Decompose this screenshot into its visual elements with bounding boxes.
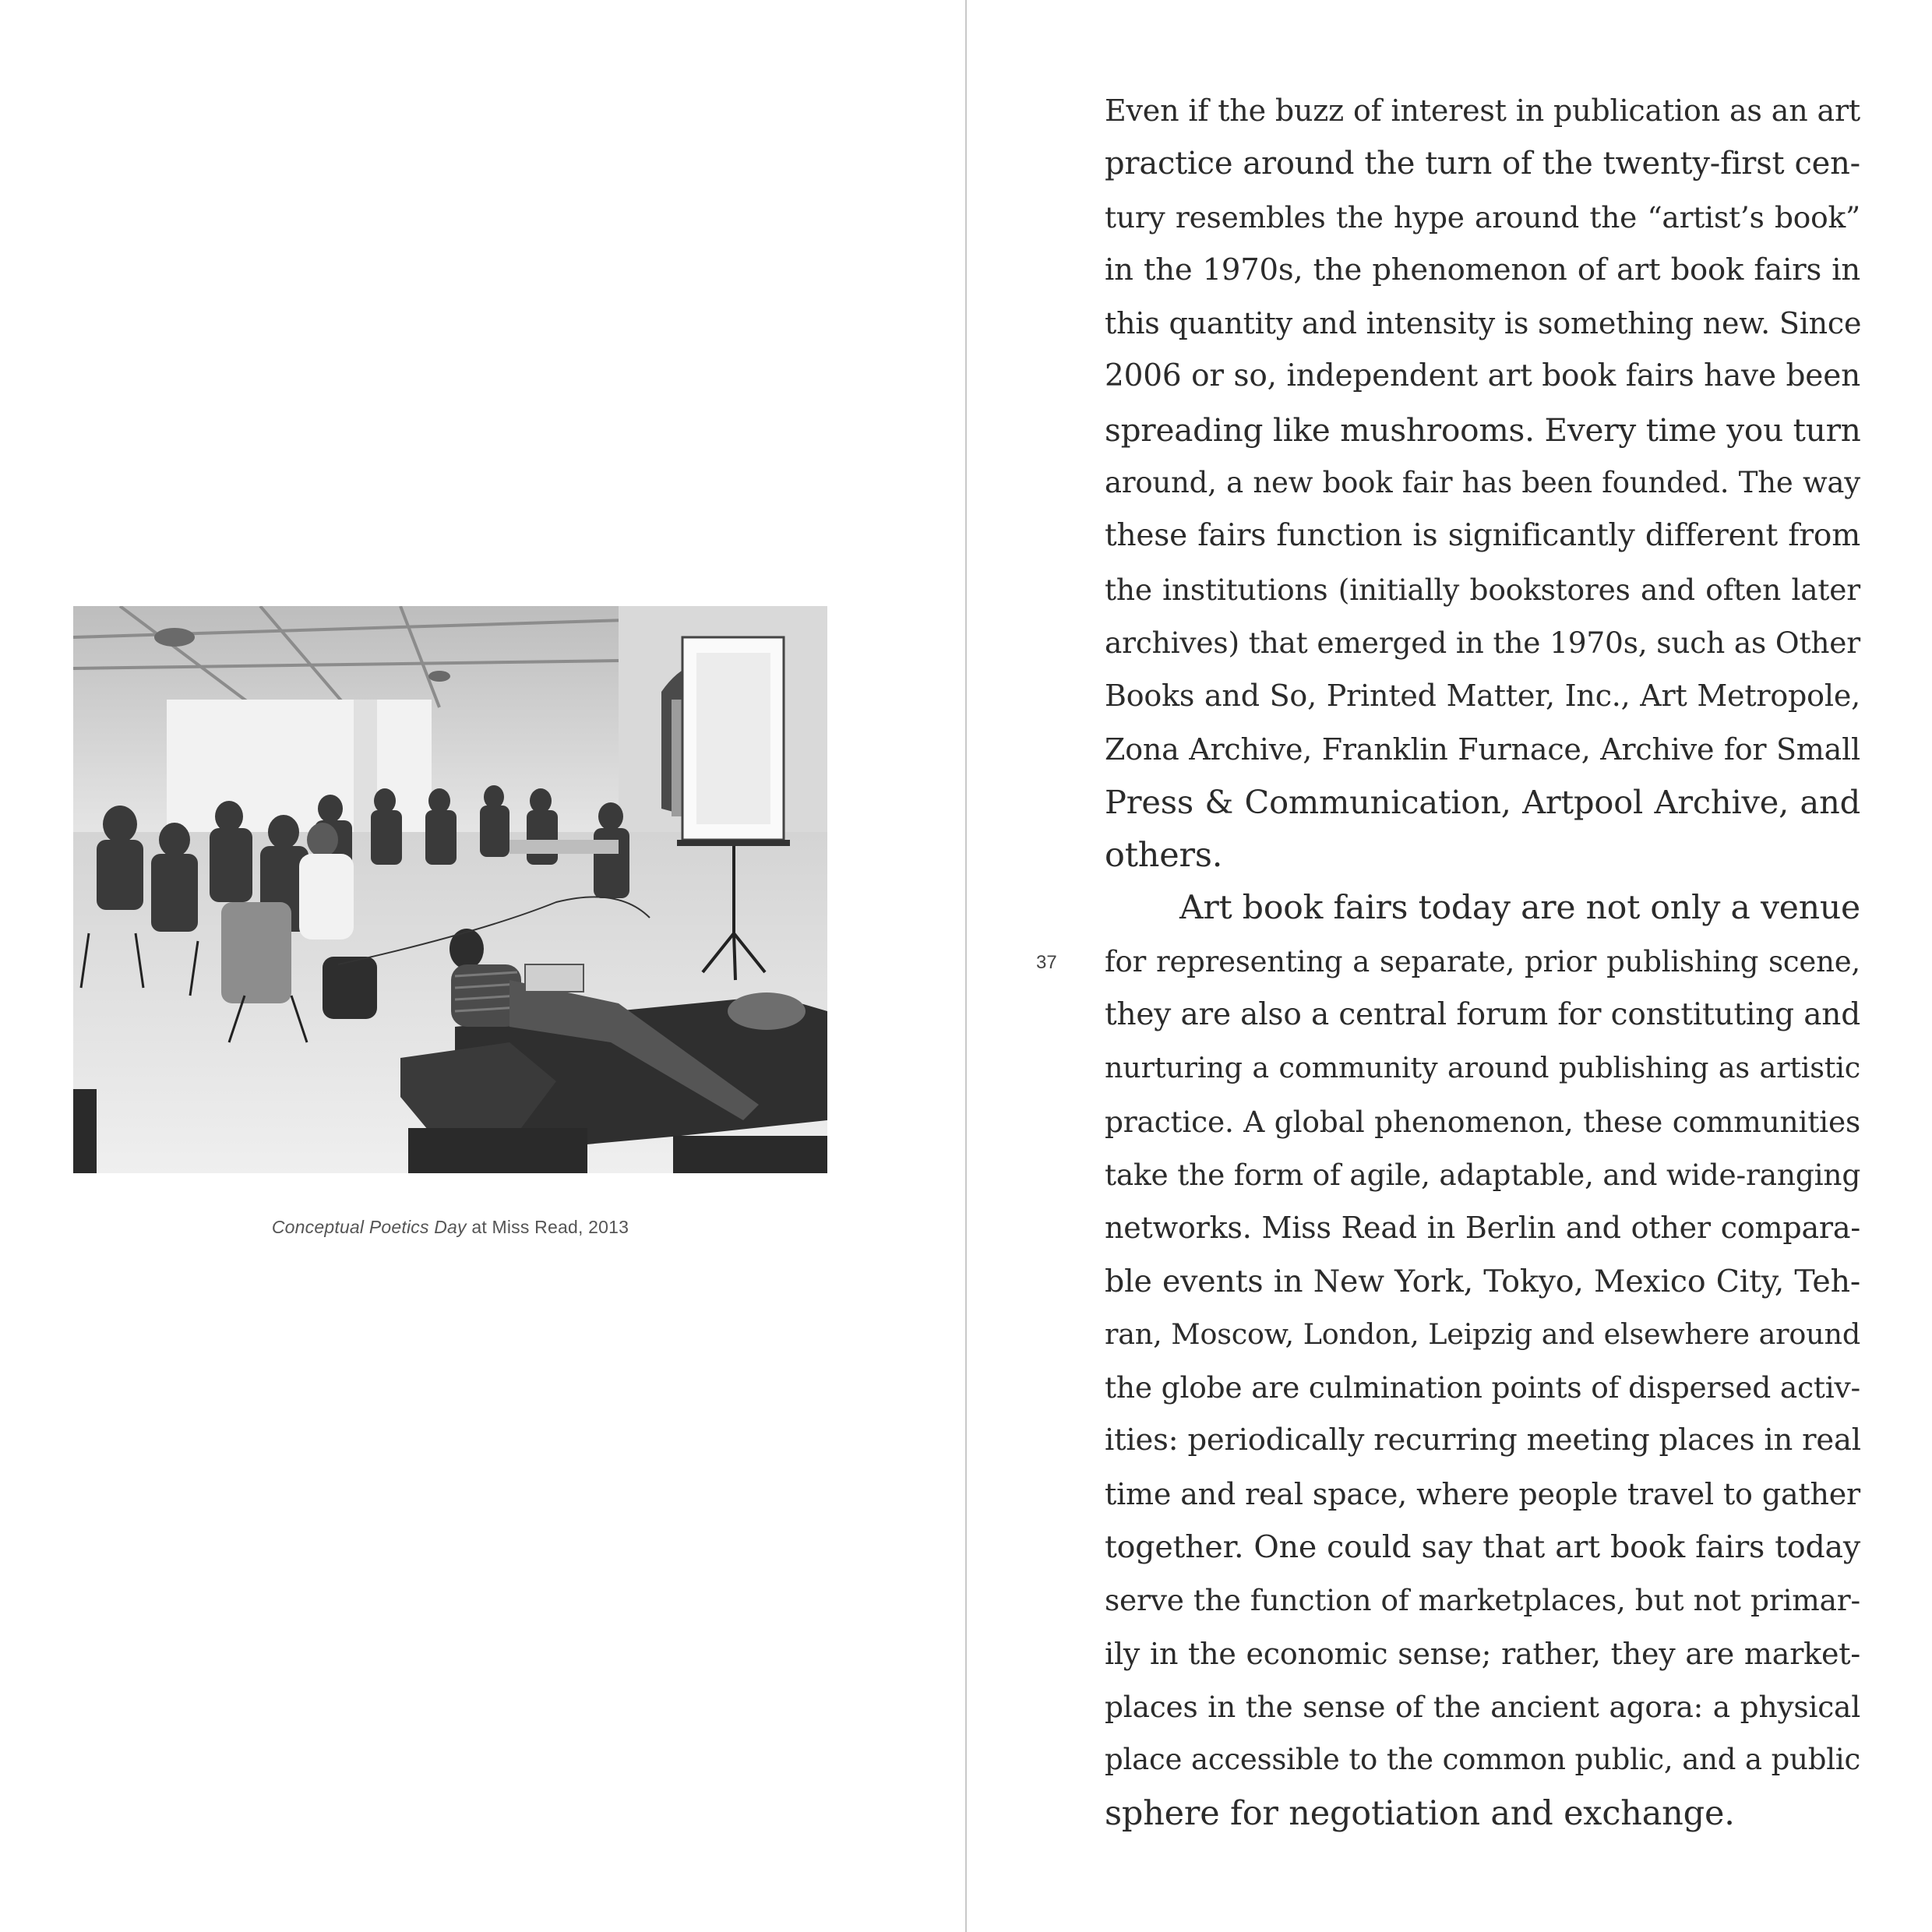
text-line: around, a new book fair has been founded. The way xyxy=(1105,466,1860,500)
text-line: Books and So, Printed Matter, Inc., Art Metropole, xyxy=(1105,679,1860,714)
event-photo xyxy=(73,606,827,1173)
left-page xyxy=(0,0,965,1932)
text-line: they are also a central forum for constituting and xyxy=(1105,997,1860,1033)
text-line: ble events in New York, Tokyo, Mexico City, Teh- xyxy=(1105,1263,1860,1299)
text-line: others. xyxy=(1105,836,1223,876)
text-line: the globe are culmination points of dispersed activ- xyxy=(1105,1370,1860,1405)
right-page xyxy=(967,0,1932,1932)
text-line: places in the sense of the ancient agora: a physical xyxy=(1105,1689,1860,1724)
text-line: Even if the buzz of interest in publication as an art xyxy=(1105,93,1860,128)
text-line: practice. A global phenomenon, these communities xyxy=(1105,1104,1860,1139)
text-line: Press & Communication, Artpool Archive, and xyxy=(1105,782,1860,821)
text-line: Zona Archive, Franklin Furnace, Archive for Small xyxy=(1105,732,1860,767)
text-line: ran, Moscow, London, Leipzig and elsewhere around xyxy=(1105,1317,1860,1351)
text-line: together. One could say that art book fairs today xyxy=(1105,1529,1860,1566)
text-line: take the form of agile, adaptable, and wide-ranging xyxy=(1105,1157,1861,1192)
text-line: for representing a separate, prior publishing scene, xyxy=(1105,944,1860,978)
caption-detail: at Miss Read, 2013 xyxy=(466,1217,629,1237)
photo-illustration xyxy=(73,606,827,1173)
text-line: the institutions (initially bookstores and often later xyxy=(1105,572,1860,607)
body-text xyxy=(1105,84,1860,1840)
text-line: this quantity and intensity is something new. Since xyxy=(1105,306,1862,341)
text-line: practice around the turn of the twenty-first cen- xyxy=(1105,146,1860,182)
text-line: tury resembles the hype around the “artist’s book” xyxy=(1105,199,1860,234)
paragraph-2 xyxy=(1105,882,1860,1839)
text-line: place accessible to the common public, and a public xyxy=(1105,1743,1860,1777)
text-line: ities: periodically recurring meeting places in real xyxy=(1105,1423,1861,1458)
page-number: 37 xyxy=(1036,952,1057,973)
text-line: 2006 or so, independent art book fairs have been xyxy=(1105,358,1860,394)
text-line: networks. Miss Read in Berlin and other compara- xyxy=(1105,1211,1860,1246)
text-line: serve the function of marketplaces, but not primar- xyxy=(1105,1583,1860,1618)
text-line: spreading like mushrooms. Every time you turn xyxy=(1105,411,1861,449)
caption-title: Conceptual Poetics Day xyxy=(271,1217,467,1237)
text-line: sphere for negotiation and exchange. xyxy=(1105,1793,1735,1833)
paragraph-1 xyxy=(1105,84,1860,882)
text-line: time and real space, where people travel to gather xyxy=(1105,1476,1860,1511)
text-line: nurturing a community around publishing as artistic xyxy=(1105,1051,1860,1085)
text-line: in the 1970s, the phenomenon of art book fairs in xyxy=(1105,252,1860,287)
text-line: archives) that emerged in the 1970s, such as Other xyxy=(1105,625,1860,660)
text-line: Art book fairs today are not only a venue xyxy=(1179,889,1860,928)
text-line: ily in the economic sense; rather, they are market- xyxy=(1105,1636,1860,1671)
text-line: these fairs function is significantly different from xyxy=(1105,518,1860,554)
photo-caption xyxy=(73,1217,827,1238)
